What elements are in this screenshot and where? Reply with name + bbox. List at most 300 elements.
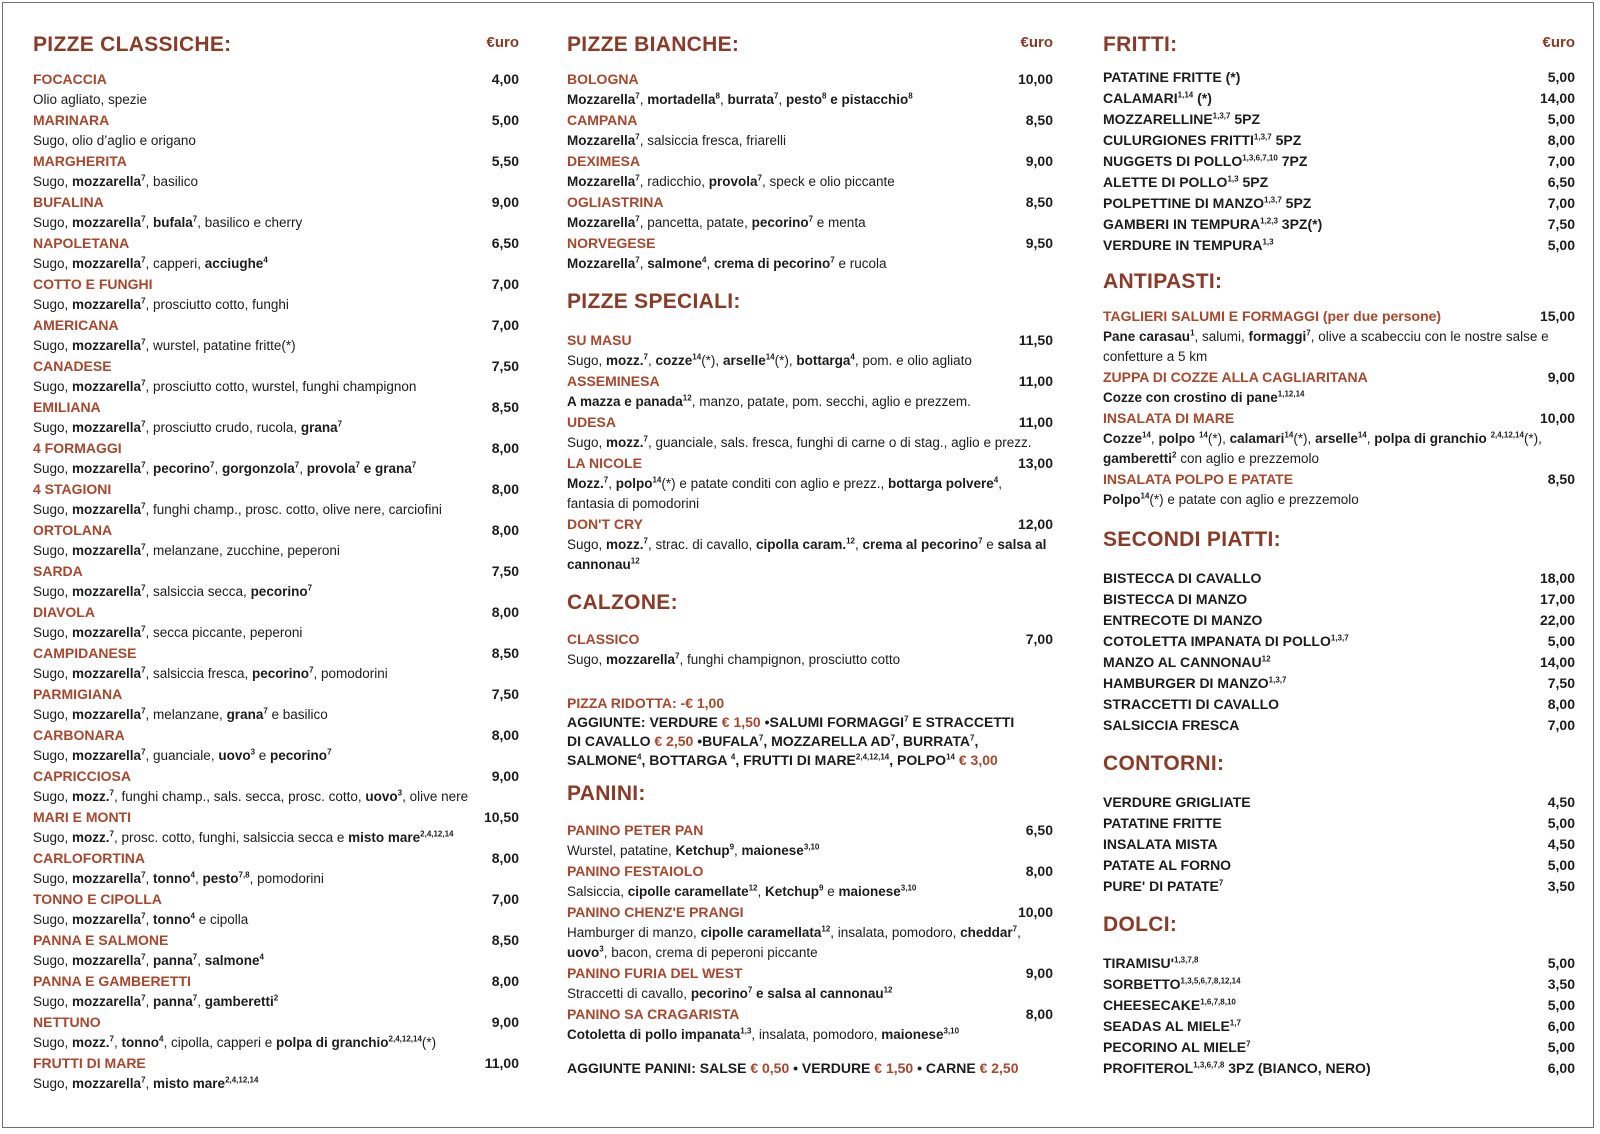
menu-item-name: ENTRECOTE DI MANZO bbox=[1103, 612, 1263, 628]
menu-item-deximesa bbox=[567, 151, 1053, 192]
menu-item-row bbox=[567, 1004, 1053, 1025]
menu-item-4-stagioni bbox=[33, 479, 519, 520]
menu-item-description: Sugo, mozzarella$^7$, prosciutto cotto, funghi bbox=[33, 296, 289, 312]
menu-item-name: MARI E MONTI bbox=[33, 809, 131, 825]
menu-item-panino-festaiolo bbox=[567, 861, 1053, 902]
menu-item-description: Cozze con crostino di pane$^{1,12,14}$ bbox=[1103, 389, 1305, 405]
menu-item-description: Hamburger di manzo, cipolle caramellata$^{12}$, insalata, pomodoro, cheddar$^7$, uovo$^3$, bacon, crema di peperoni piccante bbox=[567, 924, 1021, 960]
menu-item-straccetti-di-cavallo bbox=[1103, 694, 1575, 715]
menu-item-tonno-e-cipolla bbox=[33, 889, 519, 930]
menu-item-row bbox=[567, 963, 1053, 984]
menu-item-price: 5,00 bbox=[1547, 69, 1575, 85]
menu-item-frutti-di-mare bbox=[33, 1053, 519, 1094]
menu-item-description: Sugo, mozz.$^7$, prosc. cotto, funghi, salsiccia secca e misto mare$^{2,4,12,14}$ bbox=[33, 829, 454, 845]
menu-item-4-formaggi bbox=[33, 438, 519, 479]
menu-item-row bbox=[1103, 876, 1575, 897]
menu-item-row bbox=[1103, 589, 1575, 610]
menu-item-entrecote-di-manzo bbox=[1103, 610, 1575, 631]
menu-item-name: ALETTE DI POLLO$^{1,3}$ 5PZ bbox=[1103, 174, 1269, 190]
menu-item-description: Sugo, mozzarella$^7$, prosciutto crudo, rucola, grana$^7$ bbox=[33, 419, 343, 435]
menu-item-name: ORTOLANA bbox=[33, 522, 113, 538]
menu-item-name: MANZO AL CANNONAU$^{12}$ bbox=[1103, 654, 1271, 670]
menu-item-asseminesa bbox=[567, 371, 1053, 412]
menu-page bbox=[2, 2, 1594, 1128]
menu-item-price: 10,00 bbox=[1017, 71, 1053, 87]
menu-item-price: 7,00 bbox=[1025, 631, 1053, 647]
menu-item-price: 8,00 bbox=[491, 850, 519, 866]
menu-item-carlofortina bbox=[33, 848, 519, 889]
menu-item-price: 8,00 bbox=[491, 440, 519, 456]
menu-item-name: INSALATA POLPO E PATATE bbox=[1103, 471, 1294, 487]
menu-item-alette-di-pollo-5pz bbox=[1103, 172, 1575, 193]
menu-item-row bbox=[33, 356, 519, 377]
menu-item-row bbox=[33, 315, 519, 336]
menu-item-price: 22,00 bbox=[1539, 612, 1575, 628]
menu-item-emiliana bbox=[33, 397, 519, 438]
menu-item-row bbox=[1103, 673, 1575, 694]
menu-item-row bbox=[1103, 130, 1575, 151]
menu-item-price: 9,00 bbox=[1547, 369, 1575, 385]
menu-column-1 bbox=[33, 3, 519, 1094]
menu-item-row bbox=[1103, 109, 1575, 130]
menu-item-row bbox=[1103, 469, 1575, 490]
menu-item-description: Mozzarella$^7$, pancetta, patate, pecorino$^7$ e menta bbox=[567, 214, 866, 230]
menu-item-name: PROFITEROL$^{1,3,6,7,8}$ 3PZ (BIANCO, NERO) bbox=[1103, 1060, 1371, 1076]
menu-item-price: 8,00 bbox=[491, 604, 519, 620]
menu-item-description: Sugo, mozzarella$^7$, panna$^7$, salmone$^4$ bbox=[33, 952, 264, 968]
menu-item-name: CAMPANA bbox=[567, 112, 638, 128]
menu-item-row bbox=[1103, 88, 1575, 109]
menu-item-name: HAMBURGER DI MANZO$^{1,3,7}$ bbox=[1103, 675, 1287, 691]
menu-item-price: 6,00 bbox=[1547, 1060, 1575, 1076]
menu-item-name: POLPETTINE DI MANZO$^{1,3,7}$ 5PZ bbox=[1103, 195, 1312, 211]
menu-item-price: 7,00 bbox=[491, 891, 519, 907]
pizza-extras bbox=[567, 694, 1053, 770]
menu-item-price: 4,50 bbox=[1547, 794, 1575, 810]
menu-item-row bbox=[33, 684, 519, 705]
menu-item-row bbox=[33, 69, 519, 90]
menu-item-description: Sugo, mozzarella$^7$, basilico bbox=[33, 173, 199, 189]
menu-item-name: SORBETTO$^{1,3,5,6,7,8,12,14}$ bbox=[1103, 976, 1241, 992]
menu-item-price: 6,50 bbox=[1025, 822, 1053, 838]
menu-item-description: Mozzarella$^7$, salmone$^4$, crema di pecorino$^7$ e rucola bbox=[567, 255, 887, 271]
menu-item-row bbox=[567, 192, 1053, 213]
menu-item-campidanese bbox=[33, 643, 519, 684]
menu-item-name: NETTUNO bbox=[33, 1014, 101, 1030]
menu-item-price: 8,00 bbox=[1025, 863, 1053, 879]
menu-item-description: Sugo, mozz.$^7$, tonno$^4$, cipolla, capperi e polpa di granchio$^{2,4,12,14}$(*) bbox=[33, 1034, 437, 1050]
menu-item-bistecca-di-manzo bbox=[1103, 589, 1575, 610]
menu-item-price: 8,00 bbox=[491, 973, 519, 989]
menu-item-nuggets-di-pollo-7pz bbox=[1103, 151, 1575, 172]
menu-item-row bbox=[33, 848, 519, 869]
dolci-list bbox=[1103, 953, 1575, 1079]
menu-item-description: Pane carasau$^1$, salumi, formaggi$^7$, olive a scabecciu con le nostre salse e confetture a 5 km bbox=[1103, 328, 1549, 364]
antipasti-list bbox=[1103, 306, 1575, 510]
menu-item-description: Mozz.$^7$, polpo$^{14}$(*) e patate conditi con aglio e prezz., bottarga polvere$^4$, fantasia di pomodorini bbox=[567, 475, 1003, 511]
menu-item-ortolana bbox=[33, 520, 519, 561]
section-title-calzone: CALZONE: bbox=[567, 591, 678, 614]
menu-item-description: Mozzarella$^7$, mortadella$^8$, burrata$^7$, pesto$^8$ e pistacchio$^8$ bbox=[567, 91, 913, 107]
section-title-panini: PANINI: bbox=[567, 782, 646, 805]
menu-item-parmigiana bbox=[33, 684, 519, 725]
menu-item-description: Sugo, mozzarella$^7$, pecorino$^7$, gorgonzola$^7$, provola$^7$ e grana$^7$ bbox=[33, 460, 417, 476]
menu-item-name: SU MASU bbox=[567, 332, 632, 348]
menu-item-name: AMERICANA bbox=[33, 317, 119, 333]
menu-item-americana bbox=[33, 315, 519, 356]
section-title-classiche: PIZZE CLASSICHE: bbox=[33, 33, 232, 56]
menu-item-price: 8,50 bbox=[1547, 471, 1575, 487]
section-header-panini bbox=[567, 782, 1053, 812]
menu-item-price: 5,50 bbox=[491, 153, 519, 169]
menu-item-price: 9,00 bbox=[491, 1014, 519, 1030]
menu-item-nettuno bbox=[33, 1012, 519, 1053]
menu-item-hamburger-di-manzo bbox=[1103, 673, 1575, 694]
menu-item-row bbox=[1103, 1058, 1575, 1079]
menu-item-verdure-in-tempura bbox=[1103, 235, 1575, 256]
menu-item-row bbox=[33, 110, 519, 131]
menu-item-name: SEADAS AL MIELE$^{1,7}$ bbox=[1103, 1018, 1241, 1034]
menu-item-price: 7,00 bbox=[1547, 195, 1575, 211]
menu-item-name: SALSICCIA FRESCA bbox=[1103, 717, 1240, 733]
menu-item-description: Sugo, mozzarella$^7$, melanzane, grana$^7$ e basilico bbox=[33, 706, 328, 722]
menu-item-pure-di-patate bbox=[1103, 876, 1575, 897]
menu-item-price: 11,00 bbox=[1018, 414, 1053, 430]
menu-item-price: 7,50 bbox=[491, 358, 519, 374]
menu-item-row bbox=[567, 69, 1053, 90]
menu-item-margherita bbox=[33, 151, 519, 192]
menu-column-3 bbox=[1103, 3, 1575, 1079]
section-title-speciali: PIZZE SPECIALI: bbox=[567, 290, 741, 313]
menu-item-name: NAPOLETANA bbox=[33, 235, 130, 251]
menu-item-row bbox=[1103, 1016, 1575, 1037]
menu-item-calamari bbox=[1103, 88, 1575, 109]
section-header-calzone bbox=[567, 591, 1053, 621]
menu-item-row bbox=[33, 807, 519, 828]
secondi-list bbox=[1103, 568, 1575, 736]
menu-item-name: CLASSICO bbox=[567, 631, 640, 647]
menu-item-price: 5,00 bbox=[1547, 633, 1575, 649]
menu-item-patatine-fritte bbox=[1103, 67, 1575, 88]
menu-item-pecorino-al-miele bbox=[1103, 1037, 1575, 1058]
menu-item-name: NORVEGESE bbox=[567, 235, 656, 251]
menu-item-name: LA NICOLE bbox=[567, 455, 642, 471]
menu-item-row bbox=[1103, 652, 1575, 673]
menu-item-price: 7,50 bbox=[491, 563, 519, 579]
section-header-secondi bbox=[1103, 528, 1575, 558]
menu-item-price: 13,00 bbox=[1017, 455, 1053, 471]
menu-item-napoletana bbox=[33, 233, 519, 274]
menu-item-row bbox=[1103, 694, 1575, 715]
menu-item-panino-sa-cragarista bbox=[567, 1004, 1053, 1045]
aggiunte-line-3: DI CAVALLO € 2,50 •BUFALA$^7$, MOZZARELLA $AD^7$, BURRATA$^7$, bbox=[567, 733, 979, 749]
menu-item-row bbox=[1103, 813, 1575, 834]
menu-item-row bbox=[33, 274, 519, 295]
menu-item-name: BISTECCA DI CAVALLO bbox=[1103, 570, 1262, 586]
menu-item-name: DEXIMESA bbox=[567, 153, 641, 169]
menu-item-price: 14,00 bbox=[1539, 654, 1575, 670]
menu-item-name: CANADESE bbox=[33, 358, 112, 374]
menu-item-row bbox=[1103, 67, 1575, 88]
classiche-list bbox=[33, 69, 519, 1094]
menu-item-name: PANINO FESTAIOLO bbox=[567, 863, 704, 879]
menu-item-price: 5,00 bbox=[1547, 111, 1575, 127]
menu-item-description: Sugo, mozzarella$^7$, melanzane, zucchine, peperoni bbox=[33, 542, 340, 558]
menu-item-focaccia bbox=[33, 69, 519, 110]
menu-item-name: BUFALINA bbox=[33, 194, 104, 210]
menu-item-price: 12,00 bbox=[1017, 516, 1053, 532]
menu-item-price: 8,50 bbox=[491, 645, 519, 661]
section-header-dolci bbox=[1103, 913, 1575, 943]
menu-item-polpettine-di-manzo-5pz bbox=[1103, 193, 1575, 214]
menu-item-cotoletta-impanata-di-pollo bbox=[1103, 631, 1575, 652]
menu-item-name: FRUTTI DI MARE bbox=[33, 1055, 146, 1071]
menu-item-price: 7,50 bbox=[491, 686, 519, 702]
menu-item-price: 11,00 bbox=[484, 1055, 519, 1071]
menu-item-row bbox=[33, 602, 519, 623]
section-title-antipasti: ANTIPASTI: bbox=[1103, 270, 1223, 293]
menu-item-norvegese bbox=[567, 233, 1053, 274]
menu-item-classico bbox=[567, 629, 1053, 670]
menu-item-row bbox=[33, 971, 519, 992]
menu-item-name: CARBONARA bbox=[33, 727, 125, 743]
menu-item-price: 5,00 bbox=[1547, 1039, 1575, 1055]
menu-item-name: PARMIGIANA bbox=[33, 686, 123, 702]
menu-item-udesa bbox=[567, 412, 1053, 453]
menu-item-row bbox=[567, 861, 1053, 882]
menu-item-name: TONNO E CIPOLLA bbox=[33, 891, 162, 907]
menu-item-row bbox=[1103, 953, 1575, 974]
menu-item-row bbox=[33, 725, 519, 746]
menu-item-seadas-al-miele bbox=[1103, 1016, 1575, 1037]
menu-item-price: 7,00 bbox=[1547, 153, 1575, 169]
menu-item-row bbox=[567, 233, 1053, 254]
section-header-bianche bbox=[567, 33, 1053, 63]
menu-item-marinara bbox=[33, 110, 519, 151]
menu-item-price: 3,50 bbox=[1547, 878, 1575, 894]
menu-item-campana bbox=[567, 110, 1053, 151]
menu-item-bufalina bbox=[33, 192, 519, 233]
menu-item-row bbox=[1103, 855, 1575, 876]
menu-item-row bbox=[567, 902, 1053, 923]
section-title-fritti: FRITTI: bbox=[1103, 33, 1178, 56]
menu-item-name: PATATE AL FORNO bbox=[1103, 857, 1232, 873]
pizza-ridotta: PIZZA RIDOTTA: -€ 1,00 bbox=[567, 695, 725, 711]
menu-item-description: Sugo, mozzarella$^7$, salsiccia fresca, pecorino$^7$, pomodorini bbox=[33, 665, 388, 681]
menu-item-name: PATATINE FRITTE (*) bbox=[1103, 69, 1241, 85]
menu-item-name: PATATINE FRITTE bbox=[1103, 815, 1222, 831]
menu-item-name: ASSEMINESA bbox=[567, 373, 660, 389]
menu-item-price: 9,00 bbox=[491, 768, 519, 784]
menu-item-name: EMILIANA bbox=[33, 399, 101, 415]
menu-item-description: Sugo, mozzarella$^7$, prosciutto cotto, wurstel, funghi champignon bbox=[33, 378, 417, 394]
menu-item-row bbox=[1103, 306, 1575, 327]
menu-item-row bbox=[33, 397, 519, 418]
menu-item-price: 7,50 bbox=[1547, 675, 1575, 691]
menu-item-price: 8,50 bbox=[491, 932, 519, 948]
menu-item-row bbox=[1103, 974, 1575, 995]
menu-item-name: DIAVOLA bbox=[33, 604, 95, 620]
menu-item-name: 4 FORMAGGI bbox=[33, 440, 122, 456]
section-header-antipasti bbox=[1103, 270, 1575, 300]
menu-item-row bbox=[567, 453, 1053, 474]
menu-item-price: 6,00 bbox=[1547, 1018, 1575, 1034]
menu-item-gamberi-in-tempura-3pz bbox=[1103, 214, 1575, 235]
menu-item-price: 7,00 bbox=[491, 276, 519, 292]
currency-label: €uro bbox=[1020, 34, 1053, 51]
menu-item-price: 8,50 bbox=[1025, 112, 1053, 128]
menu-item-name: FOCACCIA bbox=[33, 71, 107, 87]
menu-item-price: 8,00 bbox=[1547, 132, 1575, 148]
menu-item-price: 7,00 bbox=[1547, 717, 1575, 733]
section-header-speciali bbox=[567, 290, 1053, 320]
menu-item-name: COTOLETTA IMPANATA DI POLLO$^{1,3,7}$ bbox=[1103, 633, 1349, 649]
menu-item-description: Mozzarella$^7$, radicchio, provola$^7$, speck e olio piccante bbox=[567, 173, 895, 189]
menu-item-name: UDESA bbox=[567, 414, 617, 430]
menu-item-description: Salsiccia, cipolle caramellate$^{12}$, Ketchup$^9$ e maionese$^{3,10}$ bbox=[567, 883, 917, 899]
menu-item-row bbox=[567, 412, 1053, 433]
menu-item-row bbox=[1103, 610, 1575, 631]
menu-item-row bbox=[567, 371, 1053, 392]
menu-item-price: 7,00 bbox=[491, 317, 519, 333]
menu-item-description: Sugo, mozzarella$^7$, tonno$^4$, pesto$^{7,8}$, pomodorini bbox=[33, 870, 324, 886]
menu-item-diavola bbox=[33, 602, 519, 643]
menu-item-taglieri-salumi-e-formaggi-per-due-persone bbox=[1103, 306, 1575, 367]
section-title-contorni: CONTORNI: bbox=[1103, 752, 1225, 775]
fritti-list bbox=[1103, 67, 1575, 256]
menu-item-row bbox=[1103, 151, 1575, 172]
menu-item-panino-furia-del-west bbox=[567, 963, 1053, 1004]
menu-item-description: Sugo, mozzarella$^7$, wurstel, patatine fritte(*) bbox=[33, 337, 296, 353]
menu-item-name: ZUPPA DI COZZE ALLA CAGLIARITANA bbox=[1103, 369, 1368, 385]
menu-item-row bbox=[33, 930, 519, 951]
menu-item-price: 8,50 bbox=[1025, 194, 1053, 210]
speciali-list bbox=[567, 330, 1053, 575]
menu-item-price: 15,00 bbox=[1539, 308, 1575, 324]
menu-item-manzo-al-cannonau bbox=[1103, 652, 1575, 673]
menu-item-description: Sugo, olio d’aglio e origano bbox=[33, 133, 196, 148]
menu-item-ogliastrina bbox=[567, 192, 1053, 233]
aggiunte-line-4: SALMONE$^4$, BOTTARGA $^4$, FRUTTI DI MARE$^{2,4,12,14}$, POLPO$^{14}$ € 3,00 bbox=[567, 752, 998, 768]
menu-item-price: 17,00 bbox=[1539, 591, 1575, 607]
section-title-bianche: PIZZE BIANCHE: bbox=[567, 33, 740, 56]
menu-item-row bbox=[33, 766, 519, 787]
menu-item-name: $TIRAMISU'^{1,3,7,8}$ bbox=[1103, 955, 1199, 971]
menu-item-row bbox=[1103, 367, 1575, 388]
menu-item-mari-e-monti bbox=[33, 807, 519, 848]
menu-item-panna-e-salmone bbox=[33, 930, 519, 971]
menu-item-row bbox=[1103, 631, 1575, 652]
menu-item-capricciosa bbox=[33, 766, 519, 807]
menu-item-row bbox=[33, 233, 519, 254]
contorni-list bbox=[1103, 792, 1575, 897]
menu-item-panino-peter-pan bbox=[567, 820, 1053, 861]
menu-item-description: Sugo, mozzarella$^7$, panna$^7$, gamberetti$^2$ bbox=[33, 993, 279, 1009]
menu-item-name: NUGGETS DI POLLO$^{1,3,6,7,10}$ 7PZ bbox=[1103, 153, 1308, 169]
menu-item-price: 4,00 bbox=[491, 71, 519, 87]
menu-item-price: 10,00 bbox=[1539, 410, 1575, 426]
menu-item-name: DON'T CRY bbox=[567, 516, 643, 532]
menu-item-price: 8,50 bbox=[491, 399, 519, 415]
menu-item-name: PANNA E GAMBERETTI bbox=[33, 973, 191, 989]
menu-item-canadese bbox=[33, 356, 519, 397]
menu-item-su-masu bbox=[567, 330, 1053, 371]
menu-item-la-nicole bbox=[567, 453, 1053, 514]
section-header-classiche bbox=[33, 33, 519, 63]
menu-item-name: INSALATA DI MARE bbox=[1103, 410, 1235, 426]
menu-item-cotto-e-funghi bbox=[33, 274, 519, 315]
menu-item-price: 11,50 bbox=[1018, 332, 1053, 348]
currency-label: €uro bbox=[486, 34, 519, 51]
menu-item-price: 9,00 bbox=[491, 194, 519, 210]
section-header-fritti bbox=[1103, 33, 1575, 63]
menu-item-name: INSALATA MISTA bbox=[1103, 836, 1218, 852]
menu-item-description: Cotoletta di pollo impanata$^{1,3}$, insalata, pomodoro, maionese$^{3,10}$ bbox=[567, 1026, 960, 1042]
menu-item-price: 9,50 bbox=[1025, 235, 1053, 251]
menu-item-row bbox=[33, 479, 519, 500]
menu-item-name: 4 STAGIONI bbox=[33, 481, 112, 497]
menu-item-price: 18,00 bbox=[1539, 570, 1575, 586]
menu-item-price: 8,00 bbox=[1025, 1006, 1053, 1022]
menu-item-name: COTTO E FUNGHI bbox=[33, 276, 153, 292]
menu-item-name: BISTECCA DI MANZO bbox=[1103, 591, 1248, 607]
menu-item-description: Sugo, mozzarella$^7$, tonno$^4$ e cipolla bbox=[33, 911, 249, 927]
bianche-list bbox=[567, 69, 1053, 274]
menu-item-name: GAMBERI IN TEMPURA$^{1,2,3}$ 3PZ(*) bbox=[1103, 216, 1323, 232]
menu-item-panino-chenz-e-prangi bbox=[567, 902, 1053, 963]
menu-item-description: Sugo, mozz.$^7$, guanciale, sals. fresca, funghi di carne o di stag., aglio e prezz. bbox=[567, 434, 1032, 450]
menu-item-row bbox=[1103, 235, 1575, 256]
menu-item-price: 11,00 bbox=[1018, 373, 1053, 389]
menu-item-row bbox=[33, 438, 519, 459]
menu-item-name: CARLOFORTINA bbox=[33, 850, 145, 866]
menu-item-row bbox=[1103, 834, 1575, 855]
menu-item-name: PURE' DI PATATE$^7$ bbox=[1103, 878, 1224, 894]
menu-item-salsiccia-fresca bbox=[1103, 715, 1575, 736]
menu-item-price: 5,00 bbox=[491, 112, 519, 128]
menu-item-row bbox=[1103, 408, 1575, 429]
menu-item-name: SARDA bbox=[33, 563, 83, 579]
menu-item-description: Straccetti di cavallo, pecorino$^7$ e salsa al cannonau$^{12}$ bbox=[567, 985, 893, 1001]
menu-item-price: 5,00 bbox=[1547, 857, 1575, 873]
menu-item-insalata-di-mare bbox=[1103, 408, 1575, 469]
menu-item-row bbox=[1103, 792, 1575, 813]
menu-item-bistecca-di-cavallo bbox=[1103, 568, 1575, 589]
menu-item-culurgiones-fritti-5pz bbox=[1103, 130, 1575, 151]
menu-item-name: PANINO FURIA DEL WEST bbox=[567, 965, 743, 981]
menu-item-bologna bbox=[567, 69, 1053, 110]
menu-item-price: 8,00 bbox=[491, 481, 519, 497]
menu-item-name: CULURGIONES FRITTI$^{1,3,7}$ 5PZ bbox=[1103, 132, 1302, 148]
menu-item-price: 9,00 bbox=[1025, 965, 1053, 981]
menu-item-name: CAMPIDANESE bbox=[33, 645, 137, 661]
menu-item-name: PANINO CHENZ'E PRANGI bbox=[567, 904, 744, 920]
menu-item-price: 14,00 bbox=[1539, 90, 1575, 106]
menu-item-price: 10,00 bbox=[1017, 904, 1053, 920]
menu-item-name: PECORINO AL MIELE$^7$ bbox=[1103, 1039, 1251, 1055]
menu-item-price: 8,00 bbox=[491, 727, 519, 743]
menu-item-name: BOLOGNA bbox=[567, 71, 639, 87]
menu-item-price: 5,00 bbox=[1547, 237, 1575, 253]
menu-item-row bbox=[1103, 1037, 1575, 1058]
menu-item-price: 6,50 bbox=[1547, 174, 1575, 190]
menu-item-description: Sugo, mozzarella$^7$, secca piccante, peperoni bbox=[33, 624, 303, 640]
menu-item-sarda bbox=[33, 561, 519, 602]
menu-item-patatine-fritte bbox=[1103, 813, 1575, 834]
menu-item-description: Polpo$^{14}$(*) e patate con aglio e prezzemolo bbox=[1103, 491, 1359, 507]
menu-item-description: Sugo, mozzarella$^7$, bufala$^7$, basilico e cherry bbox=[33, 214, 303, 230]
menu-item-cheesecake bbox=[1103, 995, 1575, 1016]
